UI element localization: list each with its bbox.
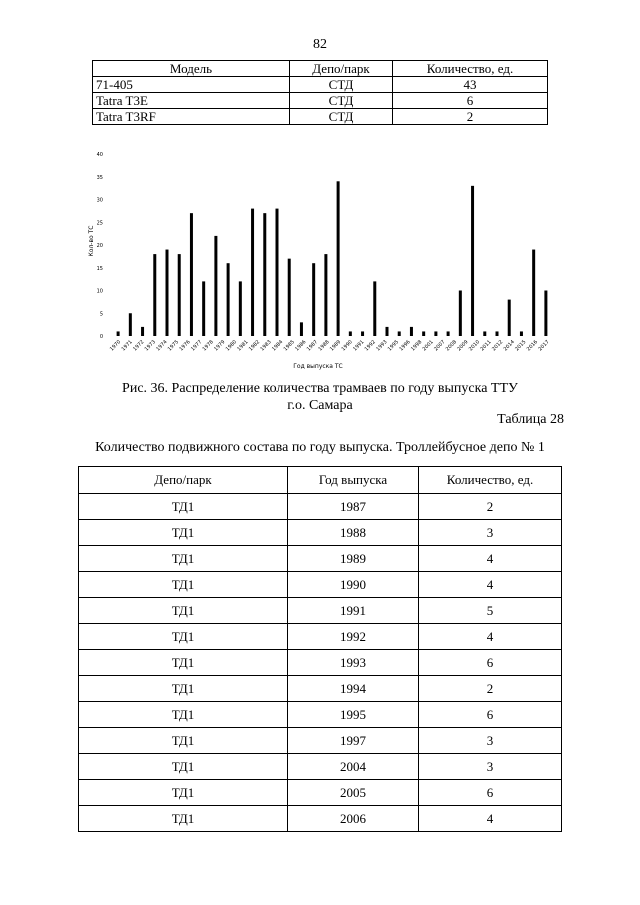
bar [178, 254, 181, 336]
x-tick-label: 2014 [502, 339, 516, 353]
cell-depot: СТД [290, 93, 393, 109]
bar [459, 291, 462, 337]
cell-count: 2 [419, 676, 562, 702]
header-count: Количество, ед. [419, 467, 562, 494]
x-tick-label: 1979 [213, 339, 227, 353]
bar [447, 331, 450, 336]
x-tick-label: 1981 [236, 339, 250, 353]
bar [410, 327, 413, 336]
cell-depot: СТД [290, 77, 393, 93]
bar [373, 281, 376, 336]
y-tick-label: 35 [96, 174, 103, 181]
x-axis-label: Год выпуска ТС [293, 363, 343, 370]
x-tick-label: 1998 [410, 339, 424, 353]
x-tick-label: 1992 [363, 339, 377, 353]
x-tick-label: 1971 [120, 339, 134, 353]
y-axis-label: Кол-во ТС [88, 225, 95, 257]
table-row [79, 702, 562, 728]
x-tick-label: 1976 [178, 339, 192, 353]
cell-depot: ТД1 [79, 572, 288, 598]
x-tick-label: 1985 [282, 339, 296, 353]
x-tick-label: 1990 [340, 339, 354, 353]
bar [386, 327, 389, 336]
cell-depot: ТД1 [79, 494, 288, 520]
cell-depot: ТД1 [79, 520, 288, 546]
cell-year: 1987 [288, 494, 419, 520]
bar [349, 331, 352, 336]
tram-year-bar-chart [86, 146, 556, 374]
x-tick-label: 1986 [294, 339, 308, 353]
page-number: 82 [313, 37, 327, 52]
header-model: Модель [93, 61, 290, 77]
cell-count: 3 [419, 728, 562, 754]
bar [251, 209, 254, 336]
x-tick-label: 1983 [259, 339, 273, 353]
bar [324, 254, 327, 336]
bar [166, 250, 169, 336]
x-tick-label: 1973 [143, 339, 157, 353]
cell-year: 2005 [288, 780, 419, 806]
table-number: Таблица 28 [497, 412, 564, 427]
table-row [79, 806, 562, 832]
x-tick-label: 1988 [317, 339, 331, 353]
header-depot: Депо/парк [290, 61, 393, 77]
cell-model: 71-405 [93, 77, 290, 93]
cell-year: 1997 [288, 728, 419, 754]
y-tick-label: 10 [96, 288, 103, 295]
x-tick-label: 2009 [456, 339, 470, 353]
cell-count: 4 [419, 806, 562, 832]
cell-year: 1995 [288, 702, 419, 728]
cell-depot: ТД1 [79, 728, 288, 754]
bars [117, 181, 548, 336]
cell-model: Tatra T3RF [93, 109, 290, 125]
cell-count: 4 [419, 546, 562, 572]
x-tick-label: 1982 [247, 339, 262, 353]
trolleybus-year-table [78, 466, 562, 832]
bar [190, 213, 193, 336]
y-tick-label: 0 [99, 334, 103, 340]
cell-year: 1992 [288, 624, 419, 650]
x-tick-label: 1991 [352, 339, 366, 353]
cell-year: 1990 [288, 572, 419, 598]
x-tick-label: 1978 [201, 339, 215, 353]
bar [422, 331, 425, 336]
cell-depot: СТД [290, 109, 393, 125]
x-tick-label: 1977 [190, 339, 204, 353]
cell-depot: ТД1 [79, 624, 288, 650]
table-row [79, 676, 562, 702]
cell-year: 1988 [288, 520, 419, 546]
cell-year: 1994 [288, 676, 419, 702]
bar [141, 327, 144, 336]
x-tick-label: 1974 [155, 339, 169, 353]
table-row [93, 109, 548, 125]
x-tick-label: 1970 [108, 339, 123, 353]
cell-depot: ТД1 [79, 702, 288, 728]
x-tick-label: 2008 [444, 339, 458, 353]
table-row [79, 494, 562, 520]
bar [483, 331, 486, 336]
cell-model: Tatra T3E [93, 93, 290, 109]
y-tick-label: 25 [96, 220, 103, 227]
table-row [79, 572, 562, 598]
cell-count: 3 [419, 520, 562, 546]
x-tick-label: 1995 [386, 339, 401, 353]
table-row [79, 624, 562, 650]
header-year: Год выпуска [288, 467, 419, 494]
table-row [93, 93, 548, 109]
cell-count: 3 [419, 754, 562, 780]
bar [337, 181, 340, 336]
cell-depot: ТД1 [79, 806, 288, 832]
header-depot: Депо/парк [79, 467, 288, 494]
x-tick-label: 2001 [421, 339, 435, 353]
table-header-row [93, 61, 548, 77]
x-tick-label: 1972 [132, 339, 146, 353]
cell-count: 6 [419, 650, 562, 676]
cell-count: 4 [419, 572, 562, 598]
table-row [79, 598, 562, 624]
bar [227, 263, 230, 336]
x-tick-label: 1980 [224, 339, 238, 353]
x-tick-label: 1996 [398, 339, 412, 353]
x-tick-label: 2015 [514, 339, 528, 353]
bar [508, 300, 511, 336]
cell-year: 1989 [288, 546, 419, 572]
cell-depot: ТД1 [79, 754, 288, 780]
bar [117, 331, 120, 336]
table-title: Количество подвижного состава по году выпуска. Троллейбусное депо № 1 [95, 440, 545, 455]
y-tick-label: 30 [96, 197, 103, 204]
cell-year: 1993 [288, 650, 419, 676]
y-tick-label: 20 [96, 243, 103, 249]
cell-depot: ТД1 [79, 780, 288, 806]
bar [239, 281, 242, 336]
bar [361, 331, 364, 336]
bar [471, 186, 474, 336]
bar [276, 209, 279, 336]
x-tick-label: 2017 [537, 339, 551, 353]
cell-count: 43 [393, 77, 548, 93]
cell-count: 6 [419, 780, 562, 806]
cell-year: 2006 [288, 806, 419, 832]
bar [129, 313, 132, 336]
cell-year: 1991 [288, 598, 419, 624]
cell-year: 2004 [288, 754, 419, 780]
table-row [93, 77, 548, 93]
x-tick-label: 2010 [467, 339, 482, 353]
x-tick-label: 2016 [525, 339, 540, 353]
cell-count: 5 [419, 598, 562, 624]
bar [434, 331, 437, 336]
header-count: Количество, ед. [393, 61, 548, 77]
bar [202, 281, 205, 336]
bar [214, 236, 217, 336]
cell-count: 2 [393, 109, 548, 125]
bar [300, 322, 303, 336]
table-row [79, 546, 562, 572]
table-row [79, 520, 562, 546]
bar [153, 254, 156, 336]
cell-count: 6 [393, 93, 548, 109]
cell-count: 6 [419, 702, 562, 728]
bar [520, 331, 523, 336]
x-tick-label: 1975 [166, 339, 181, 353]
x-tick-label: 1984 [271, 339, 285, 353]
bar [532, 250, 535, 336]
x-tick-label: 1993 [375, 339, 389, 353]
model-table [92, 60, 548, 125]
x-tick-label: 1987 [305, 339, 320, 353]
table-row [79, 650, 562, 676]
bar [263, 213, 266, 336]
table-row [79, 780, 562, 806]
x-tick-label: 2011 [479, 339, 493, 353]
cell-depot: ТД1 [79, 676, 288, 702]
cell-count: 4 [419, 624, 562, 650]
bar [288, 259, 291, 336]
cell-count: 2 [419, 494, 562, 520]
bar [312, 263, 315, 336]
y-tick-label: 5 [99, 311, 103, 318]
y-axis-ticks [97, 152, 103, 340]
x-tick-label: 2012 [491, 339, 505, 353]
figure-caption-line2: г.о. Самара [287, 398, 353, 413]
x-axis-ticks [109, 339, 551, 352]
bar [398, 331, 401, 336]
y-tick-label: 40 [96, 152, 103, 158]
x-tick-label: 1989 [328, 339, 343, 353]
figure-caption-line1: Рис. 36. Распределение количества трамваев по году выпуска ТТУ [122, 381, 518, 396]
cell-depot: ТД1 [79, 650, 288, 676]
cell-depot: ТД1 [79, 598, 288, 624]
table-row [79, 754, 562, 780]
table-header-row [79, 467, 562, 494]
bar [496, 331, 499, 336]
x-tick-label: 2007 [433, 339, 447, 353]
figure-caption [0, 380, 640, 414]
table-row [79, 728, 562, 754]
bar [544, 291, 547, 337]
y-tick-label: 15 [96, 265, 103, 272]
cell-depot: ТД1 [79, 546, 288, 572]
